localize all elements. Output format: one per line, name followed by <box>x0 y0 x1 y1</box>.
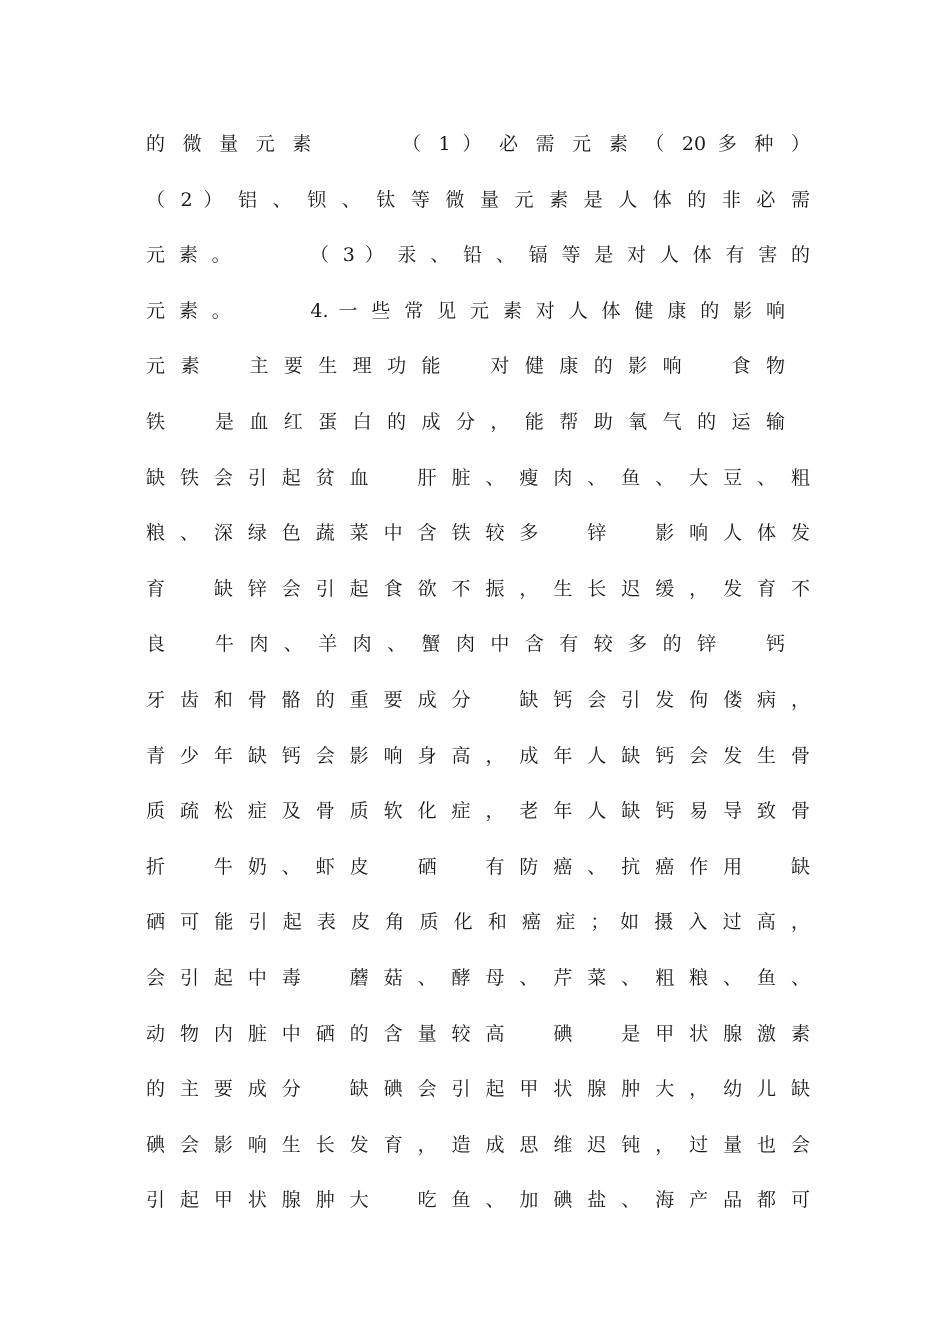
text-line: 粮 、 深 绿 色 蔬 菜 中 含 铁 较 多 锌 影 响 人 体 发 <box>146 522 810 545</box>
text-line: 动 物 内 脏 中 硒 的 含 量 较 高 碘 是 甲 状 腺 激 素 <box>146 1022 810 1045</box>
text-line: 元 素 。 （ 3 ） 汞 、 铅 、 镉 等 是 对 人 体 有 害 的 <box>146 244 810 267</box>
text-line: 的 主 要 成 分 缺 碘 会 引 起 甲 状 腺 肿 大 ， 幼 儿 缺 <box>146 1078 810 1101</box>
text-line: （ 2 ） 铝 、 钡 、 钛 等 微 量 元 素 是 人 体 的 非 必 需 <box>146 188 810 211</box>
text-line: 质 疏 松 症 及 骨 质 软 化 症 ， 老 年 人 缺 钙 易 导 致 骨 <box>146 800 810 823</box>
text-line: 元 素 。 4. 一 些 常 见 元 素 对 人 体 健 康 的 影 响 <box>146 299 810 322</box>
text-line: 元 素 主 要 生 理 功 能 对 健 康 的 影 响 食 物 <box>146 355 810 378</box>
text-line: 会 引 起 中 毒 蘑 菇 、 酵 母 、 芹 菜 、 粗 粮 、 鱼 、 <box>146 966 810 989</box>
text-line: 的 微 量 元 素 （ 1 ） 必 需 元 素 （ 20 多 种 ） <box>146 133 810 155</box>
text-line: 铁 是 血 红 蛋 白 的 成 分 ， 能 帮 助 氧 气 的 运 输 <box>146 410 810 433</box>
text-line: 折 牛 奶 、 虾 皮 硒 有 防 癌 、 抗 癌 作 用 缺 <box>146 855 810 878</box>
text-line: 缺 铁 会 引 起 贫 血 肝 脏 、 瘦 肉 、 鱼 、 大 豆 、 粗 <box>146 466 810 489</box>
document-body <box>146 121 810 1233</box>
text-line: 引 起 甲 状 腺 肿 大 吃 鱼 、 加 碘 盐 、 海 产 品 都 可 <box>146 1189 810 1212</box>
text-line: 良 牛 肉 、 羊 肉 、 蟹 肉 中 含 有 较 多 的 锌 钙 <box>146 633 810 656</box>
text-line: 硒 可 能 引 起 表 皮 角 质 化 和 癌 症 ； 如 摄 入 过 高 ， <box>146 911 810 934</box>
text-line: 青 少 年 缺 钙 会 影 响 身 高 ， 成 年 人 缺 钙 会 发 生 骨 <box>146 744 810 767</box>
text-line: 牙 齿 和 骨 骼 的 重 要 成 分 缺 钙 会 引 发 佝 偻 病 ， <box>146 688 810 711</box>
text-line: 育 缺 锌 会 引 起 食 欲 不 振 ， 生 长 迟 缓 ， 发 育 不 <box>146 577 810 600</box>
text-line: 碘 会 影 响 生 长 发 育 ， 造 成 思 维 迟 钝 ， 过 量 也 会 <box>146 1133 810 1156</box>
